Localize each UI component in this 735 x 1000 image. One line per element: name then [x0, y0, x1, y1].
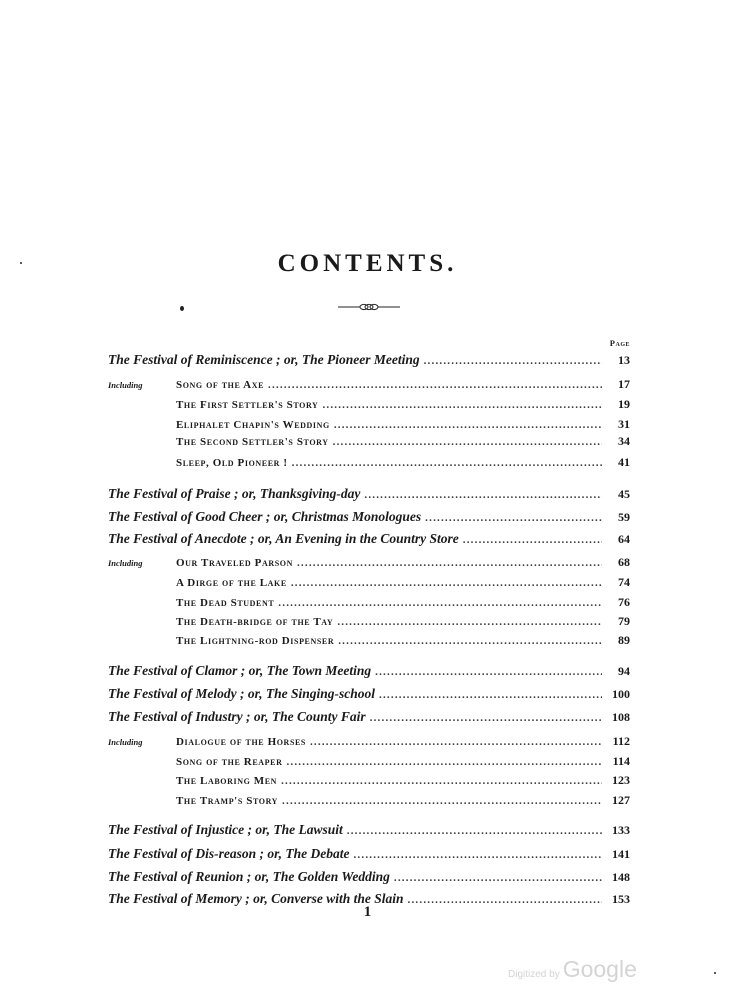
toc-subentry[interactable]: [108, 455, 630, 475]
entry-page: 41: [618, 455, 630, 469]
watermark-brand: Google: [562, 956, 637, 982]
entry-page: 114: [612, 754, 630, 768]
digitization-watermark: [508, 956, 637, 982]
toc-subentry[interactable]: [108, 377, 630, 397]
contents-title: CONTENTS.: [277, 250, 458, 277]
toc-subentry[interactable]: [108, 754, 630, 774]
toc-subentry[interactable]: [108, 614, 630, 634]
entry-title: The Festival of Melody ; or, The Singing-school: [108, 686, 376, 701]
entry-page: 127: [612, 793, 630, 807]
toc-entry[interactable]: [108, 686, 630, 706]
entry-title: Dialogue of the Horses: [176, 736, 306, 748]
dot-leader: [379, 689, 602, 701]
entry-page: 31: [618, 417, 630, 431]
ornament-divider: [338, 302, 400, 312]
toc-entry[interactable]: [108, 352, 630, 372]
including-label: Including: [108, 558, 143, 568]
dot-leader: [297, 557, 602, 569]
entry-page: 59: [618, 510, 630, 524]
toc-entry[interactable]: [108, 663, 630, 683]
toc-subentry[interactable]: [108, 773, 630, 793]
entry-page: 100: [612, 687, 630, 701]
page-column-header: Page: [609, 338, 630, 348]
toc-entry[interactable]: [108, 869, 630, 889]
dot-leader: [347, 825, 602, 837]
entry-page: 79: [618, 614, 630, 628]
entry-title: The Festival of Dis-reason ; or, The Debate: [108, 846, 350, 861]
entry-title: The Tramp's Story: [176, 795, 279, 807]
entry-title: The Laboring Men: [176, 775, 278, 787]
entry-title: The Festival of Reunion ; or, The Golden Wedding: [108, 869, 390, 884]
dot-leader: [268, 379, 602, 391]
entry-title: The Second Settler's Story: [176, 436, 329, 448]
entry-page: 148: [612, 870, 630, 884]
including-label: Including: [108, 737, 143, 747]
entry-page: 64: [618, 532, 630, 546]
entry-title: The First Settler's Story: [176, 399, 319, 411]
ink-speck: [20, 262, 22, 264]
dot-leader: [375, 666, 602, 678]
dot-leader: [278, 597, 602, 609]
toc-subentry[interactable]: [108, 575, 630, 595]
entry-title: The Festival of Reminiscence ; or, The Pioneer Meeting: [108, 352, 420, 367]
dot-leader: [281, 775, 602, 787]
dot-leader: [463, 534, 602, 546]
toc-entry[interactable]: [108, 846, 630, 866]
toc-subentry[interactable]: [108, 633, 630, 653]
entry-page: 141: [612, 847, 630, 861]
dot-leader: [337, 616, 602, 628]
toc-entry[interactable]: [108, 709, 630, 729]
toc-entry[interactable]: [108, 822, 630, 842]
dot-leader: [364, 489, 602, 501]
entry-page: 13: [618, 353, 630, 367]
entry-title: The Dead Student: [176, 597, 275, 609]
entry-title: The Festival of Anecdote ; or, An Evening in the Country Store: [108, 531, 459, 546]
watermark-prefix: Digitized by: [508, 969, 560, 980]
entry-title: Song of the Reaper: [176, 756, 283, 768]
dot-leader: [310, 736, 602, 748]
entry-title: The Festival of Injustice ; or, The Lawsuit: [108, 822, 343, 837]
entry-page: 19: [618, 397, 630, 411]
entry-title: A Dirge of the Lake: [176, 577, 287, 589]
dot-leader: [334, 419, 602, 431]
entry-title: The Festival of Memory ; or, Converse with the Slain: [108, 891, 404, 906]
dot-leader: [370, 712, 602, 724]
toc-subentry[interactable]: [108, 793, 630, 813]
toc-entry[interactable]: [108, 531, 630, 551]
entry-page: 94: [618, 664, 630, 678]
entry-page: 76: [618, 595, 630, 609]
entry-page: 108: [612, 710, 630, 724]
entry-page: 112: [612, 734, 630, 748]
entry-page: 34: [618, 434, 630, 448]
ink-speck: [714, 972, 716, 974]
dot-leader: [394, 872, 602, 884]
including-label: Including: [108, 380, 143, 390]
entry-page: 89: [618, 633, 630, 647]
dot-leader: [282, 795, 602, 807]
entry-page: 74: [618, 575, 630, 589]
dot-leader: [291, 577, 602, 589]
page-number: 1: [363, 904, 372, 920]
dot-leader: [333, 436, 602, 448]
entry-title: The Festival of Praise ; or, Thanksgiving-day: [108, 486, 361, 501]
entry-page: 123: [612, 773, 630, 787]
dot-leader: [424, 355, 602, 367]
entry-title: Song of the Axe: [176, 379, 265, 391]
toc-entry[interactable]: [108, 486, 630, 506]
entry-title: The Death-bridge of the Tay: [176, 616, 334, 628]
toc-subentry[interactable]: [108, 734, 630, 754]
ink-speck: [180, 306, 184, 311]
dot-leader: [425, 512, 602, 524]
dot-leader: [286, 756, 602, 768]
entry-page: 133: [612, 823, 630, 837]
entry-page: 153: [612, 892, 630, 906]
dot-leader: [353, 849, 602, 861]
dot-leader: [322, 399, 602, 411]
toc-subentry[interactable]: [108, 434, 630, 454]
entry-title: Our Traveled Parson: [176, 557, 293, 569]
entry-page: 17: [618, 377, 630, 391]
toc-entry[interactable]: [108, 509, 630, 529]
dot-leader: [338, 635, 602, 647]
dot-leader: [292, 457, 602, 469]
toc-subentry[interactable]: [108, 595, 630, 615]
entry-page: 45: [618, 487, 630, 501]
toc-subentry[interactable]: [108, 397, 630, 417]
entry-title: The Festival of Clamor ; or, The Town Meeting: [108, 663, 372, 678]
entry-title: The Lightning-rod Dispenser: [176, 635, 335, 647]
entry-title: The Festival of Good Cheer ; or, Christmas Monologues: [108, 509, 422, 524]
entry-title: Sleep, Old Pioneer !: [176, 457, 288, 469]
entry-title: Eliphalet Chapin's Wedding: [176, 419, 330, 431]
entry-title: The Festival of Industry ; or, The County Fair: [108, 709, 366, 724]
toc-subentry[interactable]: [108, 555, 630, 575]
entry-page: 68: [618, 555, 630, 569]
